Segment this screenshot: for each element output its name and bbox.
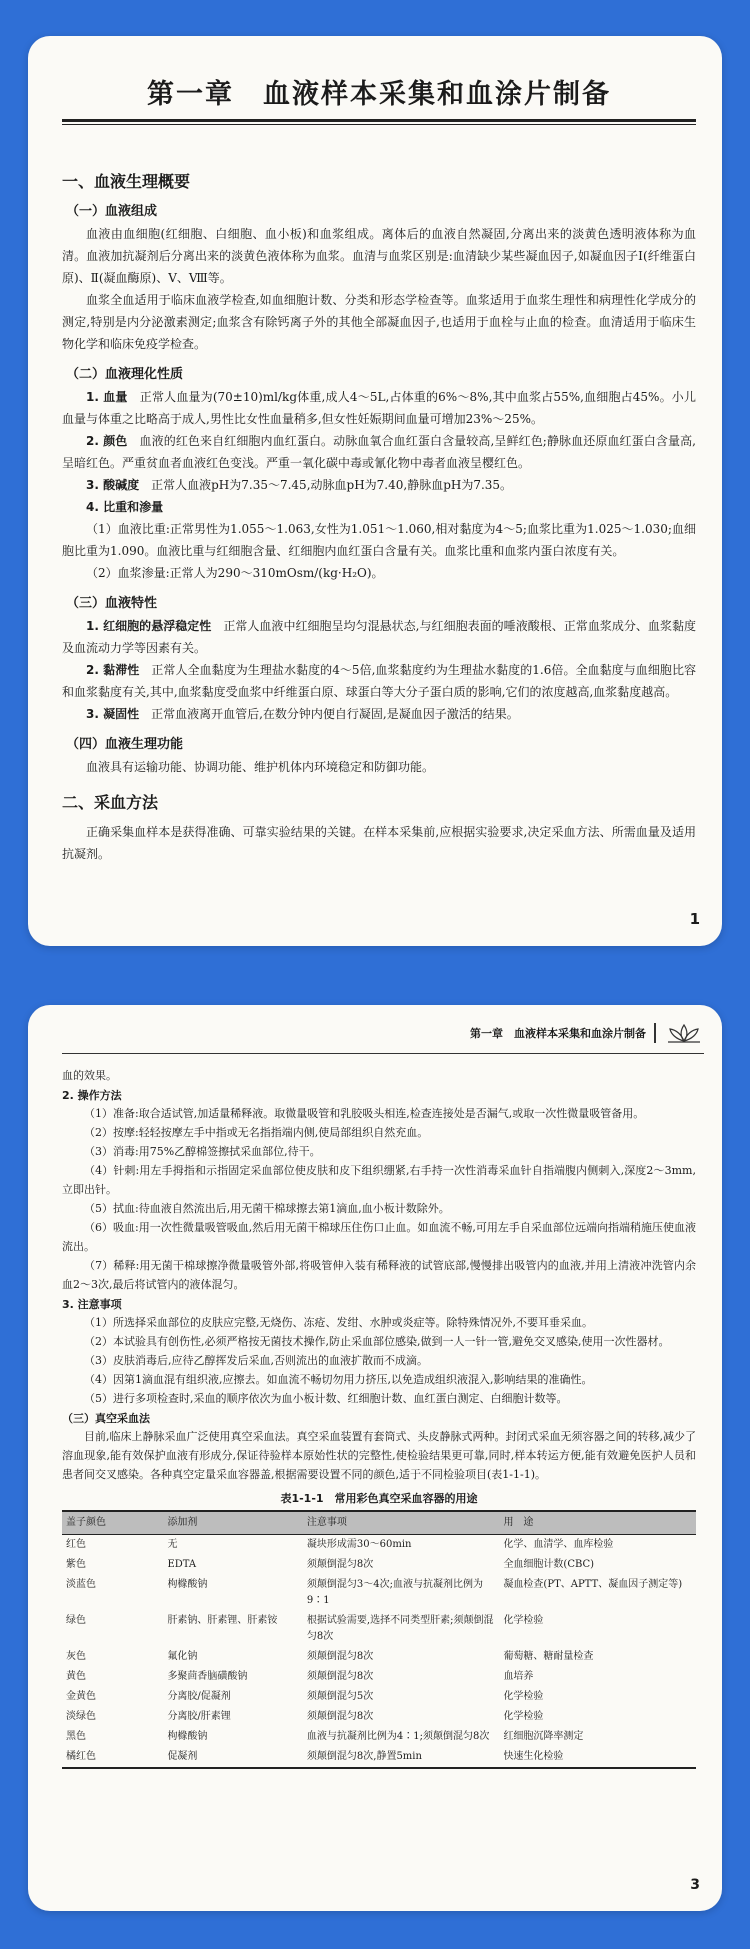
subheading-notes: 3. 注意事项 bbox=[62, 1298, 122, 1311]
table-cell: 紫色 bbox=[66, 1559, 86, 1570]
term: 4. 比重和渗量 bbox=[86, 500, 164, 514]
paragraph: 血液由血细胞(红细胞、白细胞、血小板)和血浆组成。离体后的血液自然凝固,分离出来的淡黄色透明液体称为血清。血液加抗凝剂后分离出来的淡黄色液体称为血浆。血清与血浆区别是:血清缺少某些凝血因子,如凝血因子Ⅰ(纤维蛋白原)、Ⅱ(凝血酶原)、Ⅴ、Ⅷ等。 bbox=[62, 227, 696, 285]
table-cell: 须颠倒混匀8次 bbox=[306, 1671, 374, 1682]
paragraph-density-title bbox=[62, 496, 696, 518]
table-cell: 须颠倒混匀8次 bbox=[306, 1651, 374, 1662]
paragraph-text: 正常人血液pH为7.35～7.45,动脉血pH为7.40,静脉血pH为7.35。 bbox=[151, 478, 513, 492]
paragraph: 正确采集血样本是获得准确、可靠实验结果的关键。在样本采集前,应根据实验要求,决定采血方法、所需血量及适用抗凝剂。 bbox=[62, 825, 696, 861]
table-cell: 无 bbox=[167, 1539, 178, 1550]
table-cell: 须颠倒混匀3～4次;血液与抗凝剂比例为9∶1 bbox=[306, 1579, 483, 1606]
table-title: 表1-1-1 常用彩色真空采血容器的用途 bbox=[280, 1492, 478, 1505]
list-item: （2）本试验具有创伤性,必须严格按无菌技术操作,防止采血部位感染,做到一人一针一管,避免交叉感染,使用一次性器材。 bbox=[84, 1335, 670, 1348]
running-header-text: 第一章 血液样本采集和血涂片制备 bbox=[470, 1027, 646, 1040]
document-page-1 bbox=[28, 36, 722, 946]
page-number: 1 bbox=[689, 910, 700, 928]
table-cell: 枸橼酸钠 bbox=[167, 1579, 208, 1590]
column-header: 盖子颜色 bbox=[66, 1517, 106, 1528]
table-cell: 凝血检查(PT、APTT、凝血因子测定等) bbox=[503, 1579, 683, 1590]
list-item: （3）皮肤消毒后,应待乙醇挥发后采血,否则流出的血液扩散而不成滴。 bbox=[84, 1354, 428, 1367]
subheading-composition: （一）血液组成 bbox=[66, 204, 158, 219]
subheading-operation: 2. 操作方法 bbox=[62, 1089, 122, 1102]
table-header-row bbox=[62, 1511, 696, 1535]
table-cell: 根据试验需要,选择不同类型肝素;须颠倒混匀8次 bbox=[306, 1615, 494, 1642]
table-row bbox=[62, 1555, 696, 1575]
table-cell: 绿色 bbox=[66, 1615, 86, 1626]
table-cell: 橘红色 bbox=[66, 1751, 96, 1762]
table-cell: 全血细胞计数(CBC) bbox=[503, 1559, 595, 1570]
table-cell: 凝块形成需30～60min bbox=[306, 1539, 412, 1550]
paragraph-text: 正常人全血黏度为生理盐水黏度的4～5倍,血浆黏度约为生理盐水黏度的1.6倍。全血黏度与血细胞比容和血浆黏度有关,其中,血浆黏度受血浆中纤维蛋白原、球蛋白等大分子蛋白质的影响,它们的浓度越高,血浆黏度越高。 bbox=[62, 663, 696, 699]
list-item: （5）拭血:待血液自然流出后,用无菌干棉球擦去第1滴血,血小板计数除外。 bbox=[84, 1202, 450, 1215]
header-divider bbox=[654, 1023, 656, 1043]
running-header bbox=[62, 1013, 704, 1054]
column-header: 用 途 bbox=[503, 1517, 534, 1528]
table-row bbox=[62, 1727, 696, 1747]
table-cell: 化学检验 bbox=[503, 1691, 544, 1702]
table-row bbox=[62, 1667, 696, 1687]
table-cell: 多聚茴香脑磺酸钠 bbox=[167, 1671, 248, 1682]
term: 3. 凝固性 bbox=[86, 707, 140, 721]
vacuum-tube-table bbox=[62, 1510, 696, 1769]
table-row bbox=[62, 1611, 696, 1647]
paragraph-text: 血液的红色来自红细胞内血红蛋白。动脉血氧合血红蛋白含量较高,呈鲜红色;静脉血还原血红蛋白含量高,呈暗红色。严重贫血者血液红色变浅。严重一氧化碳中毒或氰化物中毒者血液呈樱红色。 bbox=[62, 434, 696, 470]
table-cell: 血培养 bbox=[503, 1671, 534, 1682]
paragraph-color bbox=[62, 430, 696, 474]
paragraph: 目前,临床上静脉采血广泛使用真空采血法。真空采血装置有套筒式、头皮静脉式两种。封闭式采血无须容器之间的转移,减少了溶血现象,能有效保护血液有形成分,保证待验样本原始性状的完整性,使检验结果更可靠,同时,样本转运方便,能有效避免医护人员和患者间交叉感染。各种真空定量采血容器盖,根据需要设置不同的颜色,适于不同检验项目(表1-1-1)。 bbox=[62, 1430, 696, 1481]
table-cell: 淡蓝色 bbox=[66, 1579, 96, 1590]
section-heading-collection: 二、采血方法 bbox=[62, 793, 159, 812]
term: 2. 颜色 bbox=[86, 434, 128, 448]
paragraph: （1）血液比重:正常男性为1.055～1.063,女性为1.051～1.060,相对黏度为4～5;血浆比重为1.025～1.030;血细胞比重为1.090。血液比重与红细胞含量、红细胞内血红蛋白含量有关。血浆比重和血浆内蛋白浓度有关。 bbox=[62, 522, 696, 558]
term: 3. 酸碱度 bbox=[86, 478, 140, 492]
chapter-title: 第一章 血液样本采集和血涂片制备 bbox=[147, 79, 611, 110]
table-cell: 金黄色 bbox=[66, 1691, 96, 1702]
column-header: 添加剂 bbox=[167, 1517, 198, 1528]
table-row bbox=[62, 1575, 696, 1611]
table-cell: 血液与抗凝剂比例为4∶1;须颠倒混匀8次 bbox=[306, 1731, 490, 1742]
paragraph: 血液具有运输功能、协调功能、维护机体内环境稳定和防御功能。 bbox=[86, 760, 435, 774]
table-cell: 葡萄糖、糖耐量检查 bbox=[503, 1651, 594, 1662]
table-cell: 肝素钠、肝素锂、肝素铵 bbox=[167, 1615, 278, 1626]
paragraph-text: 正常人血量为(70±10)ml/kg体重,成人4～5L,占体重的6%～8%,其中血浆占55%,血细胞占45%。小儿血量与体重之比略高于成人,男性比女性血量稍多,但女性妊娠期间血量可增加23%～25%。 bbox=[62, 390, 696, 426]
list-item: （4）因第1滴血混有组织液,应擦去。如血流不畅切勿用力挤压,以免造成组织液混入,影响结果的准确性。 bbox=[84, 1373, 593, 1386]
list-item: （5）进行多项检查时,采血的顺序依次为血小板计数、红细胞计数、血红蛋白测定、白细胞计数等。 bbox=[84, 1392, 568, 1405]
column-header: 注意事项 bbox=[306, 1517, 347, 1528]
table-cell: 氟化钠 bbox=[167, 1651, 198, 1662]
paragraph: 血的效果。 bbox=[62, 1069, 117, 1082]
paragraph-text: 正常血液离开血管后,在数分钟内便自行凝固,是凝血因子激活的结果。 bbox=[151, 707, 519, 721]
table-cell: 须颠倒混匀8次 bbox=[306, 1559, 374, 1570]
paragraph: 血浆全血适用于临床血液学检查,如血细胞计数、分类和形态学检查等。血浆适用于血浆生理性和病理性化学成分的测定,特别是内分泌激素测定;血浆含有除钙离子外的其他全部凝血因子,也适用于血栓与止血的检查。血清适用于临床生物化学和临床免疫学检查。 bbox=[62, 293, 696, 351]
table-cell: 化学检验 bbox=[503, 1711, 544, 1722]
table-cell: 淡绿色 bbox=[66, 1711, 96, 1722]
table-cell: 促凝剂 bbox=[167, 1751, 198, 1762]
table-cell: 须颠倒混匀5次 bbox=[306, 1691, 374, 1702]
term: 2. 黏滞性 bbox=[86, 663, 140, 677]
paragraph-blood-volume bbox=[62, 386, 696, 430]
table-cell: 化学检验 bbox=[503, 1615, 544, 1626]
list-item: （1）准备:取合适试管,加适量稀释液。取微量吸管和乳胶吸头相连,检查连接处是否漏气,或取一次性微量吸管备用。 bbox=[84, 1107, 645, 1120]
list-item: （4）针刺:用左手拇指和示指固定采血部位使皮肤和皮下组织绷紧,右手持一次性消毒采血针自指端腹内侧刺入,深度2～3mm,立即出针。 bbox=[62, 1164, 696, 1196]
table-cell: 快速生化检验 bbox=[503, 1751, 564, 1762]
table-cell: 灰色 bbox=[66, 1651, 86, 1662]
paragraph-esr bbox=[62, 615, 696, 659]
list-item: （7）稀释:用无菌干棉球擦净微量吸管外部,将吸管伸入装有稀释液的试管底部,慢慢排出吸管内的血液,并用上清液冲洗管内余血2～3次,最后将试管内的液体混匀。 bbox=[62, 1259, 696, 1291]
table-cell: 分离胶/促凝剂 bbox=[167, 1691, 231, 1702]
paragraph-coagulation bbox=[62, 703, 696, 725]
table-row bbox=[62, 1535, 696, 1556]
list-item: （1）所选择采血部位的皮肤应完整,无烧伤、冻疮、发绀、水肿或炎症等。除特殊情况外,不要耳垂采血。 bbox=[84, 1316, 593, 1329]
table-cell: 枸橼酸钠 bbox=[167, 1731, 208, 1742]
list-item: （6）吸血:用一次性微量吸管吸血,然后用无菌干棉球压住伤口止血。如血流不畅,可用左手自采血部位远端向指端稍施压使血液流出。 bbox=[62, 1221, 696, 1253]
list-item: （2）按摩:轻轻按摩左手中指或无名指指端内侧,使局部组织自然充血。 bbox=[84, 1126, 429, 1139]
title-rule bbox=[62, 119, 696, 125]
page-number: 3 bbox=[690, 1877, 700, 1893]
table-cell: 化学、血清学、血库检验 bbox=[503, 1539, 614, 1550]
table-cell: 分离胶/肝素锂 bbox=[167, 1711, 231, 1722]
table-cell: 黄色 bbox=[66, 1671, 86, 1682]
term: 1. 血量 bbox=[86, 390, 128, 404]
subheading-characteristics: （三）血液特性 bbox=[66, 596, 158, 611]
table-cell: 红细胞沉降率测定 bbox=[503, 1731, 584, 1742]
subheading-functions: （四）血液生理功能 bbox=[66, 737, 184, 752]
table-row bbox=[62, 1687, 696, 1707]
table-cell: 红色 bbox=[66, 1539, 86, 1550]
document-page-3 bbox=[28, 1005, 722, 1911]
paragraph-text: 正常人血液中红细胞呈均匀混悬状态,与红细胞表面的唾液酸根、正常血浆成分、血浆黏度及血流动力学等因素有关。 bbox=[62, 619, 696, 655]
table-cell: 须颠倒混匀8次,静置5min bbox=[306, 1751, 422, 1762]
table-row bbox=[62, 1707, 696, 1727]
section-heading-physiology: 一、血液生理概要 bbox=[62, 172, 191, 191]
lotus-logo-icon bbox=[664, 1022, 704, 1044]
paragraph-viscosity bbox=[62, 659, 696, 703]
term: 1. 红细胞的悬浮稳定性 bbox=[86, 619, 212, 633]
table-cell: 黑色 bbox=[66, 1731, 86, 1742]
paragraph-ph bbox=[62, 474, 696, 496]
subheading-vacuum: （三）真空采血法 bbox=[62, 1412, 150, 1425]
table-cell: EDTA bbox=[167, 1559, 197, 1570]
list-item: （3）消毒:用75%乙醇棉签擦拭采血部位,待干。 bbox=[84, 1145, 321, 1158]
table-row bbox=[62, 1647, 696, 1667]
paragraph: （2）血浆渗量:正常人为290～310mOsm/(kg·H₂O)。 bbox=[86, 566, 384, 580]
table-cell: 须颠倒混匀8次 bbox=[306, 1711, 374, 1722]
subheading-properties: （二）血液理化性质 bbox=[66, 367, 184, 382]
table-row bbox=[62, 1747, 696, 1768]
